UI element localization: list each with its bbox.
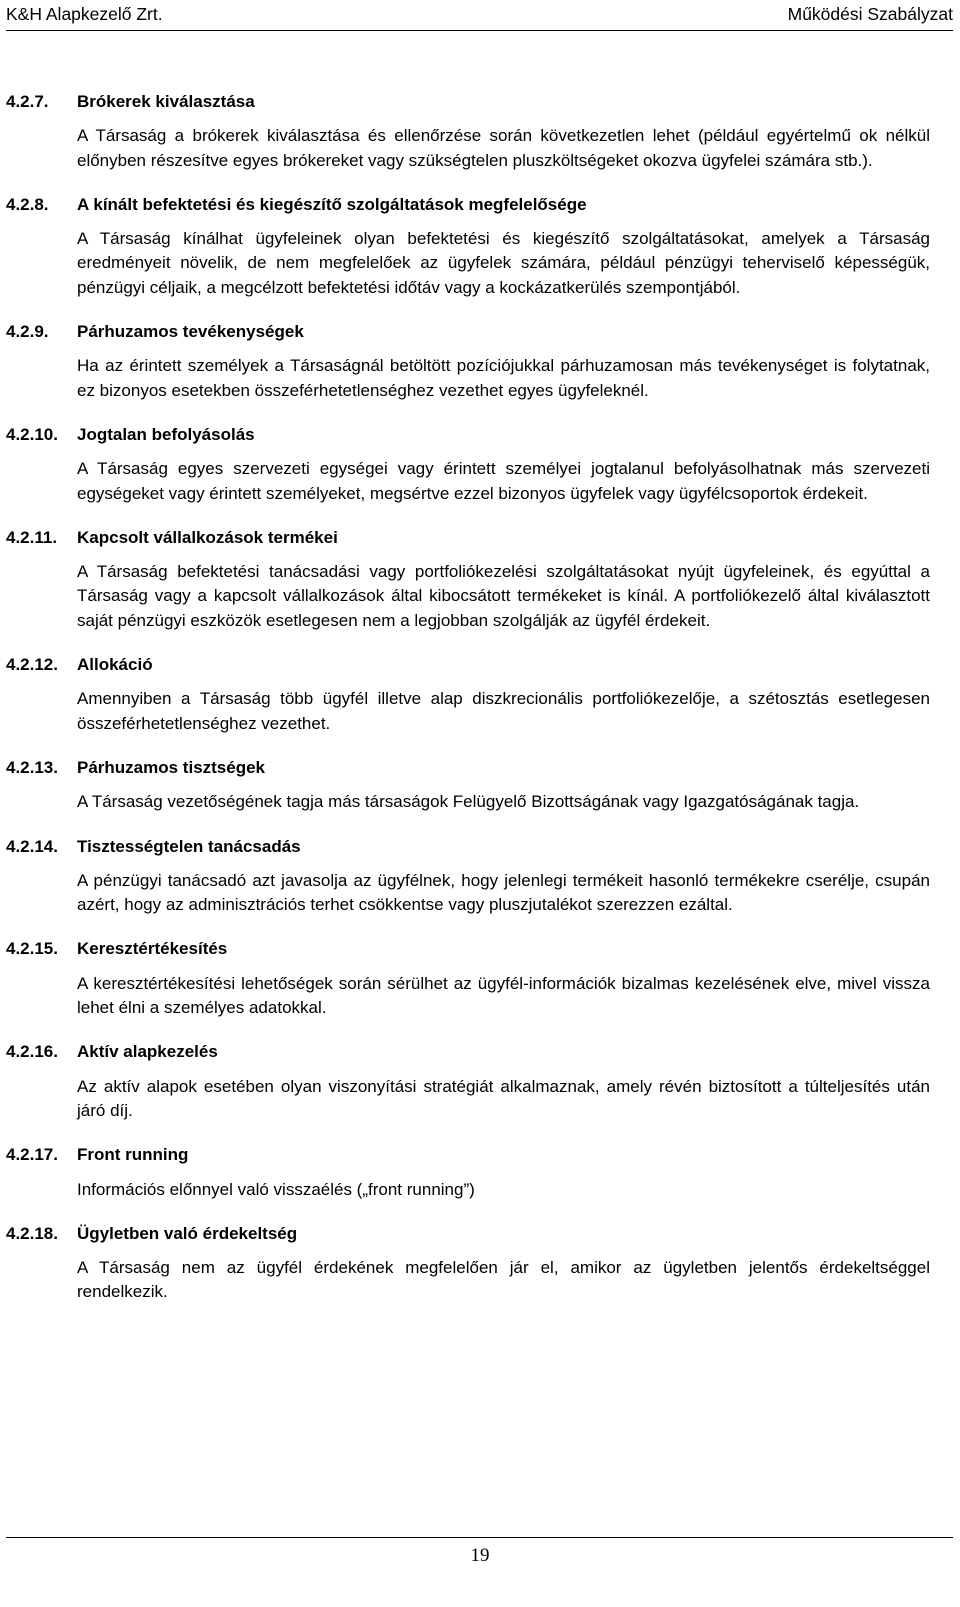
section-4-2-16 (6, 1040, 930, 1123)
section-number: 4.2.18. (6, 1223, 58, 1243)
section-heading (6, 756, 930, 780)
section-text: A Társaság egyes szervezeti egységei vagy érintett személyei jogtalanul befolyásolhatnak más szervezeti egységeket vagy érintett személyeket, megsértve ezzel bizonyos ügyfelek vagy ügyfélcsoportok érdekeit. (77, 459, 930, 503)
section-text: Ha az érintett személyek a Társaságnál betöltött pozíciójukkal párhuzamosan más tevékenységet is folytatnak, ez bizonyos esetekben összeférhetetlenséghez vezethet egyes ügyfeleknél. (77, 356, 930, 400)
section-text: A Társaság a brókerek kiválasztása és ellenőrzése során következetlen lehet (például egyértelmű ok nélkül előnyben részesítve egyes brókereket vagy szükségtelen pluszköltségeket okozva ügyfelei számára stb.). (77, 126, 930, 170)
section-number: 4.2.16. (6, 1042, 58, 1062)
section-4-2-10 (6, 423, 930, 506)
section-4-2-7 (6, 90, 930, 173)
section-number: 4.2.14. (6, 836, 58, 856)
section-text: Az aktív alapok esetében olyan viszonyítási stratégiát alkalmaznak, amely révén biztosított a túlteljesítés után járó díj. (77, 1076, 930, 1120)
section-number: 4.2.15. (6, 939, 58, 959)
section-text: A keresztértékesítési lehetőségek során sérülhet az ügyfél-információk bizalmas kezelésének elve, mivel vissza lehet élni a személyes adatokkal. (77, 973, 930, 1018)
section-text: Információs előnnyel való visszaélés („front running”) (77, 1179, 475, 1199)
section-heading (6, 1222, 930, 1246)
section-4-2-13 (6, 756, 930, 815)
section-title: Jogtalan befolyásolás (77, 424, 255, 444)
section-number: 4.2.7. (6, 92, 49, 111)
section-text: A pénzügyi tanácsadó azt javasolja az ügyfélnek, hogy jelenlegi termékeit hasonló termékekre cserélje, csupán azért, hogy az adminisztrációs terhet csökkentse vagy pluszjutalékot szerezzen ezáltal. (77, 870, 930, 915)
section-heading (6, 423, 930, 447)
section-title: Aktív alapkezelés (77, 1042, 218, 1062)
section-title: Kapcsolt vállalkozások termékei (77, 527, 338, 547)
footer-rule (6, 1537, 953, 1538)
section-title: Párhuzamos tevékenységek (77, 322, 304, 342)
document-body (6, 90, 930, 1325)
section-heading (6, 835, 930, 859)
section-title: Brókerek kiválasztása (77, 92, 255, 111)
section-number: 4.2.10. (6, 424, 58, 444)
section-heading (6, 1040, 930, 1064)
section-text: Amennyiben a Társaság több ügyfél illetve alap diszkrecionális portfoliókezelője, a szétosztás esetlegesen összeférhetetlenséghez vezethet. (77, 689, 930, 733)
section-number: 4.2.11. (6, 527, 58, 547)
header-company: K&H Alapkezelő Zrt. (6, 4, 163, 24)
section-number: 4.2.17. (6, 1145, 58, 1165)
section-title: Allokáció (77, 655, 153, 675)
section-heading (6, 320, 930, 344)
section-4-2-17 (6, 1143, 930, 1202)
section-text: A Társaság vezetőségének tagja más társaságok Felügyelő Bizottságának vagy Igazgatóságának tagja. (77, 792, 860, 812)
section-4-2-11 (6, 526, 930, 633)
section-4-2-8 (6, 193, 930, 300)
section-title: Keresztértékesítés (77, 939, 228, 959)
section-text: A Társaság kínálhat ügyfeleinek olyan befektetési és kiegészítő szolgáltatásokat, amelyek a Társaság eredményeit növelik, de nem megfelelőek az ügyfelek számára, például pénzügyi teherviselő képességük, pénzügyi céljaik, a megcélzott befektetési időtáv vagy a kockázatkerülés szempontjából. (77, 229, 930, 297)
section-text: A Társaság befektetési tanácsadási vagy portfoliókezelési szolgáltatásokat nyújt ügyfeleinek, és egyúttal a Társaság vagy a kapcsolt vállalkozások által kibocsátott termékeket is kínál. A portfoliókezelő által kiválasztott saját pénzügyi eszközök esetlegesen nem a legjobban szolgálják az ügyfél érdekeit. (77, 562, 930, 630)
header-doc-title: Működési Szabályzat (787, 4, 953, 24)
section-4-2-9 (6, 320, 930, 403)
section-heading (6, 193, 930, 217)
section-heading (6, 90, 930, 114)
section-4-2-14 (6, 835, 930, 918)
section-number: 4.2.8. (6, 194, 49, 214)
section-4-2-18 (6, 1222, 930, 1305)
section-heading (6, 1143, 930, 1167)
section-title: Front running (77, 1145, 189, 1165)
page-header (6, 0, 953, 31)
section-number: 4.2.9. (6, 322, 49, 342)
section-heading (6, 653, 930, 677)
section-title: A kínált befektetési és kiegészítő szolgáltatások megfelelősége (77, 194, 587, 214)
section-title: Párhuzamos tisztségek (77, 757, 266, 777)
section-number: 4.2.13. (6, 757, 58, 777)
section-heading (6, 526, 930, 550)
section-4-2-15 (6, 937, 930, 1020)
section-title: Ügyletben való érdekeltség (77, 1223, 298, 1243)
section-number: 4.2.12. (6, 655, 58, 675)
page-number: 19 (470, 1545, 490, 1566)
section-title: Tisztességtelen tanácsadás (77, 836, 301, 856)
section-text: A Társaság nem az ügyfél érdekének megfelelően jár el, amikor az ügyletben jelentős érdekeltséggel rendelkezik. (77, 1258, 930, 1302)
section-4-2-12 (6, 653, 930, 736)
section-heading (6, 937, 930, 961)
